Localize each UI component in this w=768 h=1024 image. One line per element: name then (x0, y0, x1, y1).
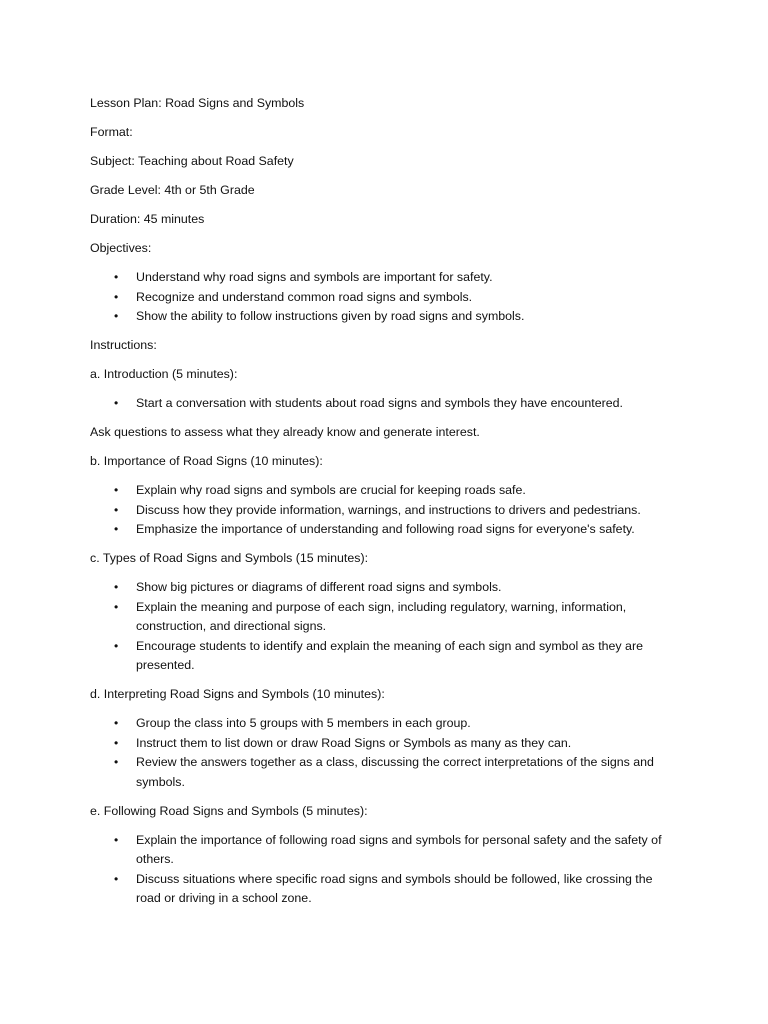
list-item-text: Explain the importance of following road signs and symbols for personal safety and the safety of others. (136, 832, 662, 866)
bullet-icon: • (114, 599, 119, 614)
bullet-icon: • (114, 309, 119, 323)
list-item-text: Emphasize the importance of understanding and following road signs for everyone's safety. (136, 522, 635, 536)
bullet-icon: • (114, 502, 119, 517)
section-b-list (90, 481, 688, 540)
bullet-icon: • (114, 735, 119, 750)
bullet-icon: • (114, 716, 119, 730)
bullet-icon: • (114, 755, 119, 769)
list-item (90, 637, 676, 676)
bullet-icon: • (114, 289, 119, 304)
section-a-note: Ask questions to assess what they already know and generate interest. (90, 425, 480, 439)
list-item-text: Show big pictures or diagrams of different road signs and symbols. (136, 580, 502, 594)
section-c-heading: c. Types of Road Signs and Symbols (15 minutes): (90, 551, 369, 565)
list-item (90, 598, 676, 637)
bullet-icon: • (114, 832, 119, 847)
list-item-text: Group the class into 5 groups with 5 members in each group. (136, 716, 471, 730)
section-e-heading: e. Following Road Signs and Symbols (5 minutes): (90, 803, 368, 818)
list-item (90, 307, 676, 327)
list-item-text: Recognize and understand common road signs and symbols. (136, 289, 473, 304)
instructions-heading: Instructions: (90, 338, 157, 352)
objectives-list (90, 268, 688, 327)
list-item-text: Discuss how they provide information, warnings, and instructions to drivers and pedestrians. (136, 502, 641, 517)
list-item (90, 870, 676, 909)
list-item (90, 734, 676, 754)
bullet-icon: • (114, 483, 119, 497)
list-item-text: Show the ability to follow instructions given by road signs and symbols. (136, 309, 525, 323)
list-item-text: Start a conversation with students about road signs and symbols they have encountered. (136, 396, 623, 410)
list-item (90, 481, 676, 501)
section-a-list (90, 394, 688, 414)
bullet-icon: • (114, 638, 119, 653)
section-e-list (90, 831, 688, 909)
section-d-list (90, 714, 688, 792)
list-item-text: Understand why road signs and symbols are important for safety. (136, 270, 493, 284)
list-item-text: Encourage students to identify and explain the meaning of each sign and symbol as they are presented. (136, 638, 643, 672)
format-label: Format: (90, 125, 133, 139)
list-item-text: Review the answers together as a class, discussing the correct interpretations of the signs and symbols. (136, 755, 654, 789)
document-title: Lesson Plan: Road Signs and Symbols (90, 96, 305, 110)
list-item-text: Explain why road signs and symbols are crucial for keeping roads safe. (136, 483, 526, 497)
list-item (90, 520, 676, 540)
subject-line: Subject: Teaching about Road Safety (90, 154, 294, 168)
bullet-icon: • (114, 580, 119, 594)
grade-level-line: Grade Level: 4th or 5th Grade (90, 183, 255, 197)
bullet-icon: • (114, 396, 119, 410)
duration-line: Duration: 45 minutes (90, 212, 205, 226)
section-a-heading: a. Introduction (5 minutes): (90, 367, 238, 381)
list-item (90, 578, 676, 598)
list-item (90, 501, 676, 521)
bullet-icon: • (114, 871, 119, 886)
section-c-list (90, 578, 688, 676)
list-item (90, 268, 676, 288)
list-item (90, 831, 676, 870)
list-item (90, 753, 676, 792)
section-b-heading: b. Importance of Road Signs (10 minutes): (90, 454, 323, 468)
list-item (90, 394, 676, 414)
list-item-text: Discuss situations where specific road signs and symbols should be followed, like crossing the road or driving in a school zone. (136, 871, 653, 905)
bullet-icon: • (114, 522, 119, 536)
section-d-heading: d. Interpreting Road Signs and Symbols (10 minutes): (90, 687, 385, 701)
list-item (90, 288, 676, 308)
bullet-icon: • (114, 270, 119, 284)
list-item-text: Instruct them to list down or draw Road Signs or Symbols as many as they can. (136, 735, 572, 750)
objectives-heading: Objectives: (90, 241, 152, 255)
list-item (90, 714, 676, 734)
list-item-text: Explain the meaning and purpose of each sign, including regulatory, warning, information, construction, and directional signs. (136, 599, 627, 633)
